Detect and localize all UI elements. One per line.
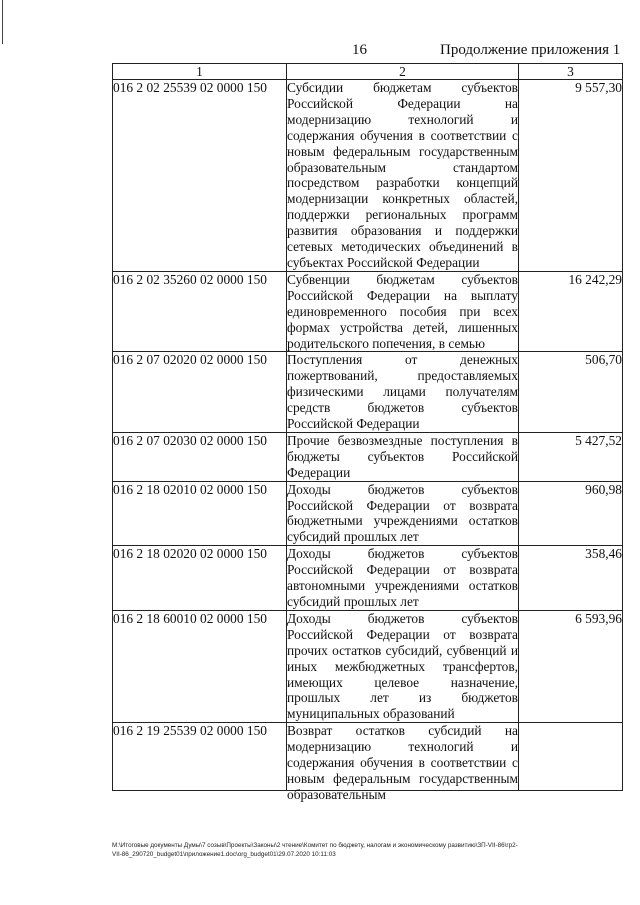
column-number-row	[113, 64, 623, 80]
revenue-name: Возврат остатков субсидий на модернизацию технологий и содержания обучения в соответствии с новым федеральным государственным образовательным	[287, 723, 518, 802]
revenue-amount: 6 593,96	[519, 610, 623, 722]
revenue-code: 016 2 07 02030 02 0000 150	[113, 432, 287, 481]
revenue-name: Прочие безвозмездные поступления в бюджеты субъектов Российской Федерации	[287, 432, 518, 480]
page-number: 16	[352, 42, 367, 58]
revenue-amount: 960,98	[519, 481, 623, 546]
revenue-code: 016 2 18 02010 02 0000 150	[113, 481, 287, 546]
revenue-name: Доходы бюджетов субъектов Российской Федерации от возврата бюджетными учреждениями остатков субсидий прошлых лет	[287, 481, 518, 545]
revenue-name: Поступления от денежных пожертвований, предоставляемых физическими лицами получателям средств бюджетов субъектов Российской Федерации	[287, 352, 518, 432]
table-row	[113, 432, 623, 481]
revenue-code: 016 2 02 35260 02 0000 150	[113, 271, 287, 352]
revenue-amount: 16 242,29	[519, 271, 623, 352]
revenue-code: 016 2 18 60010 02 0000 150	[113, 610, 287, 722]
revenue-name: Субсидии бюджетам субъектов Российской Федерации на модернизацию технологий и содержания обучения в соответствии с новым федеральным государственным образовательным стандартом посредством разработки концепций модернизации конкретных областей, поддержки региональных программ развития образования и поддержки сетевых методических объединений в субъектах Российской Федерации	[287, 80, 518, 270]
column-number: 3	[519, 64, 623, 80]
table-row	[113, 352, 623, 433]
revenue-amount: 5 427,52	[519, 432, 623, 481]
revenue-code: 016 2 18 02020 02 0000 150	[113, 546, 287, 611]
revenue-name: Субвенции бюджетам субъектов Российской Федерации на выплату единовременного пособия при всех формах устройства детей, лишенных родительского попечения, в семью	[287, 271, 518, 351]
revenue-amount	[519, 723, 623, 791]
table-row	[113, 610, 623, 722]
revenue-amount: 506,70	[519, 352, 623, 433]
revenue-code: 016 2 07 02020 02 0000 150	[113, 352, 287, 433]
margin-mark	[2, 0, 3, 44]
revenue-name: Доходы бюджетов субъектов Российской Федерации от возврата прочих остатков субсидий, субвенций и иных межбюджетных трансфертов, имеющих целевое назначение, прошлых лет из бюджетов муниципальных образований	[287, 610, 518, 722]
revenue-name-cell	[287, 723, 519, 802]
revenue-code: 016 2 02 25539 02 0000 150	[113, 80, 287, 272]
column-number: 1	[113, 64, 287, 80]
column-number: 2	[287, 64, 519, 80]
table-row	[113, 271, 623, 352]
revenue-code: 016 2 19 25539 02 0000 150	[113, 723, 287, 791]
revenue-amount: 9 557,30	[519, 80, 623, 272]
continuation-caption: Продолжение приложения 1	[440, 42, 621, 58]
file-path-footer: M:\Итоговые документы Думы\7 созыв\Проекты\Законы\2 чтение\Комитет по бюджету, налогам и экономическому развитию\ЗП-VII-86\гр2-VII-86_290720_budget01\приложение1.doc\org_budget01\29.07.2020 10:11:03	[112, 842, 518, 858]
table-row	[113, 546, 623, 611]
table-row	[113, 723, 623, 791]
revenue-amount: 358,46	[519, 546, 623, 611]
revenue-name: Доходы бюджетов субъектов Российской Федерации от возврата автономными учреждениями остатков субсидий прошлых лет	[287, 546, 518, 609]
table-row	[113, 481, 623, 546]
table-row	[113, 80, 623, 272]
revenue-table	[112, 63, 623, 802]
